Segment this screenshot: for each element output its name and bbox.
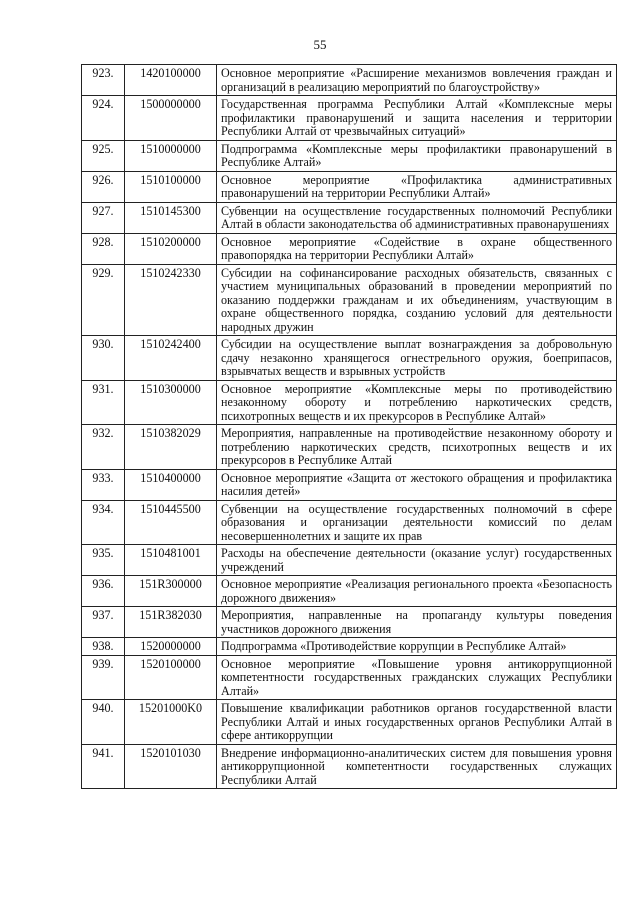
table-row [82, 655, 617, 700]
row-number-cell: 929. [82, 264, 125, 336]
row-number-cell: 940. [82, 700, 125, 745]
table-row [82, 744, 617, 789]
budget-code-cell: 1510300000 [125, 380, 217, 425]
item-name-cell: Расходы на обеспечение деятельности (оказание услуг) государственных учреждений [217, 545, 617, 576]
table-row [82, 233, 617, 264]
item-name-cell: Подпрограмма «Комплексные меры профилактики правонарушений в Республике Алтай» [217, 140, 617, 171]
budget-codes-table [81, 64, 617, 789]
budget-code-cell: 1420100000 [125, 65, 217, 96]
budget-code-cell: 1520000000 [125, 638, 217, 656]
row-number-cell: 938. [82, 638, 125, 656]
budget-code-cell: 1510200000 [125, 233, 217, 264]
budget-code-cell: 151R382030 [125, 607, 217, 638]
table-row [82, 469, 617, 500]
item-name-cell: Субсидии на софинансирование расходных обязательств, связанных с участием муниципальных образований в проведении мероприятий по оказанию поддержки гражданам и их объединениям, участвующим в охране общественного порядка, созданию условий для деятельности народных дружин [217, 264, 617, 336]
table-row [82, 500, 617, 545]
budget-code-cell: 1520101030 [125, 744, 217, 789]
table-row [82, 638, 617, 656]
budget-code-cell: 1510242400 [125, 336, 217, 381]
row-number-cell: 941. [82, 744, 125, 789]
item-name-cell: Государственная программа Республики Алтай «Комплексные меры профилактики правонарушений и защита населения и территории Республики Алтай от чрезвычайных ситуаций» [217, 96, 617, 141]
item-name-cell: Мероприятия, направленные на противодействие незаконному обороту и потреблению наркотических средств, психотропных веществ и их прекурсоров в Республике Алтай [217, 425, 617, 470]
table-row [82, 576, 617, 607]
table-row [82, 545, 617, 576]
budget-code-cell: 1510100000 [125, 171, 217, 202]
budget-code-cell: 1510145300 [125, 202, 217, 233]
item-name-cell: Основное мероприятие «Защита от жестокого обращения и профилактика насилия детей» [217, 469, 617, 500]
budget-code-cell: 151R300000 [125, 576, 217, 607]
row-number-cell: 934. [82, 500, 125, 545]
table-row [82, 607, 617, 638]
budget-code-cell: 1510445500 [125, 500, 217, 545]
item-name-cell: Основное мероприятие «Реализация регионального проекта «Безопасность дорожного движения» [217, 576, 617, 607]
row-number-cell: 937. [82, 607, 125, 638]
budget-code-cell: 1510481001 [125, 545, 217, 576]
table-row [82, 700, 617, 745]
item-name-cell: Субсидии на осуществление выплат вознаграждения за добровольную сдачу незаконно хранящегося огнестрельного оружия, боеприпасов, взрывчатых веществ и взрывных устройств [217, 336, 617, 381]
item-name-cell: Основное мероприятие «Повышение уровня антикоррупционной компетентности государственных гражданских служащих Республики Алтай» [217, 655, 617, 700]
budget-code-cell: 1510242330 [125, 264, 217, 336]
budget-code-cell: 1510400000 [125, 469, 217, 500]
row-number-cell: 924. [82, 96, 125, 141]
item-name-cell: Основное мероприятие «Расширение механизмов вовлечения граждан и организаций в реализацию мероприятий по благоустройству» [217, 65, 617, 96]
row-number-cell: 925. [82, 140, 125, 171]
row-number-cell: 935. [82, 545, 125, 576]
item-name-cell: Субвенции на осуществление государственных полномочий Республики Алтай в области законодательства об административных правонарушениях [217, 202, 617, 233]
table-row [82, 65, 617, 96]
budget-code-cell: 1510382029 [125, 425, 217, 470]
row-number-cell: 923. [82, 65, 125, 96]
budget-code-cell: 1500000000 [125, 96, 217, 141]
table-row [82, 171, 617, 202]
row-number-cell: 930. [82, 336, 125, 381]
page-number: 55 [313, 37, 327, 52]
table-row [82, 202, 617, 233]
budget-code-cell: 1510000000 [125, 140, 217, 171]
item-name-cell: Внедрение информационно-аналитических систем для повышения уровня антикоррупционной компетентности государственных служащих Республики Алтай [217, 744, 617, 789]
item-name-cell: Основное мероприятие «Содействие в охране общественного правопорядка на территории Республики Алтай» [217, 233, 617, 264]
item-name-cell: Основное мероприятие «Профилактика административных правонарушений на территории Республики Алтай» [217, 171, 617, 202]
item-name-cell: Мероприятия, направленные на пропаганду культуры поведения участников дорожного движения [217, 607, 617, 638]
table-body [82, 65, 617, 789]
row-number-cell: 926. [82, 171, 125, 202]
item-name-cell: Повышение квалификации работников органов государственной власти Республики Алтай и иных государственных органов Республики Алтай в сфере антикоррупции [217, 700, 617, 745]
item-name-cell: Подпрограмма «Противодействие коррупции в Республике Алтай» [217, 638, 617, 656]
item-name-cell: Основное мероприятие «Комплексные меры по противодействию незаконному обороту и потреблению наркотических средств, психотропных веществ и их прекурсоров в Республике Алтай» [217, 380, 617, 425]
row-number-cell: 928. [82, 233, 125, 264]
row-number-cell: 931. [82, 380, 125, 425]
row-number-cell: 932. [82, 425, 125, 470]
table-row [82, 264, 617, 336]
row-number-cell: 927. [82, 202, 125, 233]
table-row [82, 425, 617, 470]
table-row [82, 96, 617, 141]
row-number-cell: 936. [82, 576, 125, 607]
budget-code-cell: 15201000K0 [125, 700, 217, 745]
table-row [82, 140, 617, 171]
budget-code-cell: 1520100000 [125, 655, 217, 700]
table-row [82, 336, 617, 381]
item-name-cell: Субвенции на осуществление государственных полномочий в сфере образования и организации деятельности комиссий по делам несовершеннолетних и защите их прав [217, 500, 617, 545]
row-number-cell: 939. [82, 655, 125, 700]
table-row [82, 380, 617, 425]
row-number-cell: 933. [82, 469, 125, 500]
